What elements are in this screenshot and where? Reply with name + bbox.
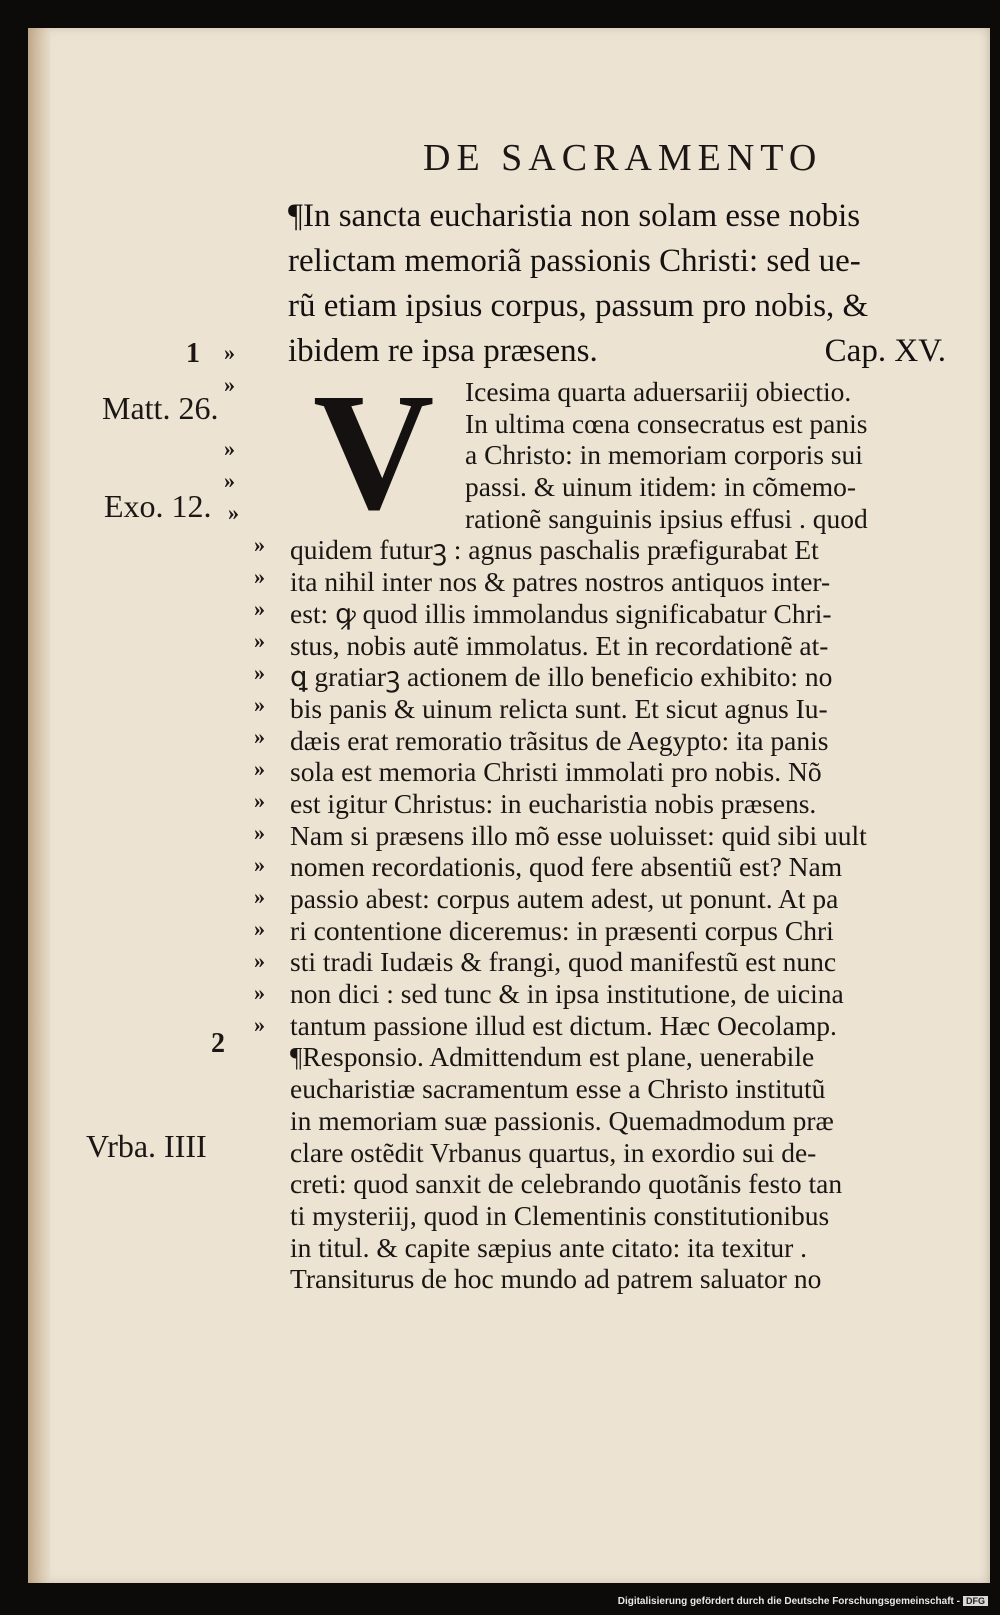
drop-cap: V xyxy=(313,359,435,545)
quote-mark: » xyxy=(254,916,265,941)
heading-line: ibidem re ipsa præsens. xyxy=(288,333,598,369)
quote-mark: » xyxy=(254,948,265,973)
quote-mark: » xyxy=(254,756,265,781)
body-line: passi. & uinum itidem: in cõmemo- xyxy=(465,471,857,503)
body-line: dæis erat remoratio trãsitus de Aegypto: ita panis xyxy=(290,724,829,756)
body-line: in titul. & capite sæpius ante citato: ita texitur . xyxy=(290,1231,808,1263)
body-line: est: ꝙ quod illis immolandus significabatur Chri- xyxy=(290,597,832,629)
body-line: ꝗ gratiarꝫ actionem de illo beneficio exhibito: no xyxy=(290,661,833,693)
body-line: est igitur Christus: in eucharistia nobis præsens. xyxy=(290,787,817,819)
quote-mark: » xyxy=(254,852,265,877)
body-line: Nam si præsens illo mõ esse uoluisset: quid sibi uult xyxy=(290,819,867,851)
body-line: bis panis & uinum relicta sunt. Et sicut agnus Iu- xyxy=(290,692,828,724)
chapter-label: Cap. XV. xyxy=(824,333,946,369)
body-line: creti: quod sanxit de celebrando quotãnis festo tan xyxy=(290,1168,843,1200)
body-line: tantum passione illud est dictum. Hæc Oecolamp. xyxy=(290,1009,837,1041)
heading-line: ¶In sancta eucharistia non solam esse nobis xyxy=(288,198,861,234)
quote-mark: » xyxy=(254,980,265,1005)
footer-text: Digitalisierung gefördert durch die Deutsche Forschungsgemeinschaft - xyxy=(617,1596,960,1607)
margin-number-1: 1 xyxy=(186,338,200,369)
body-text xyxy=(290,376,980,1295)
body-line: eucharistiæ sacramentum esse a Christo institutũ xyxy=(290,1073,826,1105)
body-line: In ultima cœna consecratus est panis xyxy=(465,407,868,439)
body-line: clare ostẽdit Vrbanus quartus, in exordio sui de- xyxy=(290,1136,817,1168)
heading-line: rũ etiam ipsius corpus, passum pro nobis, & xyxy=(288,288,869,324)
quote-mark: » xyxy=(254,820,265,845)
body-line: non dici : sed tunc & in ipsa institutione, de uicina xyxy=(290,978,844,1010)
quote-mark: » xyxy=(224,372,235,397)
body-line: ¶Responsio. Admittendum est plane, uenerabile xyxy=(290,1041,815,1073)
quote-mark: » xyxy=(254,532,265,557)
quote-mark: » xyxy=(224,468,235,493)
quote-mark: » xyxy=(224,340,235,365)
chapter-heading xyxy=(288,194,978,374)
body-line: ita nihil inter nos & patres nostros antiquos inter- xyxy=(290,566,831,598)
body-line: ti mysteriĳ, quod in Clementinis constitutionibus xyxy=(290,1199,830,1231)
digitization-footer xyxy=(618,1596,988,1607)
body-line: passio abest: corpus autem adest, ut ponunt. At pa xyxy=(290,883,839,914)
quote-mark: » xyxy=(254,596,265,621)
quote-mark: » xyxy=(228,500,239,525)
margin-ref-vrba: Vrba. IIII xyxy=(86,1128,207,1164)
quote-mark: » xyxy=(254,724,265,749)
quote-mark: » xyxy=(254,564,265,589)
margin-ref-matt: Matt. 26. xyxy=(102,390,219,426)
quote-mark: » xyxy=(254,692,265,717)
quote-mark: » xyxy=(254,628,265,653)
body-line: Icesima quarta aduersariĳ obiectio. xyxy=(465,376,852,407)
body-line: ri contentione diceremus: in præsenti corpus Chri xyxy=(290,914,834,946)
body-line: a Christo: in memoriam corporis sui xyxy=(465,439,863,471)
book-page xyxy=(28,28,990,1583)
body-line: sti tradi Iudæis & frangi, quod manifestũ est nunc xyxy=(290,946,837,978)
quote-mark: » xyxy=(254,1012,265,1037)
body-line: in memoriam suæ passionis. Quemadmodum præ xyxy=(290,1104,834,1136)
margin-number-2: 2 xyxy=(211,1028,225,1059)
quote-mark: » xyxy=(254,660,265,685)
body-line: Transiturus de hoc mundo ad patrem saluator no xyxy=(290,1263,822,1295)
body-line: rationẽ sanguinis ipsius effusi . quod xyxy=(465,502,868,534)
body-line: stus, nobis autẽ immolatus. Et in recordationẽ at- xyxy=(290,629,829,661)
body-line: sola est memoria Christi immolati pro nobis. Nõ xyxy=(290,756,822,788)
quote-mark: » xyxy=(224,436,235,461)
quote-mark: » xyxy=(254,884,265,909)
body-line: quidem futurꝫ : agnus paschalis præfigurabat Et xyxy=(290,534,819,566)
margin-ref-exo: Exo. 12. xyxy=(104,488,212,524)
dfg-logo-badge: DFG xyxy=(963,1596,988,1606)
quote-mark: » xyxy=(254,788,265,813)
body-line: nomen recordationis, quod fere absentiũ est? Nam xyxy=(290,851,843,883)
heading-line: relictam memoriã passionis Christi: sed ue- xyxy=(288,243,861,279)
running-head: DE SACRAMENTO xyxy=(423,137,823,179)
